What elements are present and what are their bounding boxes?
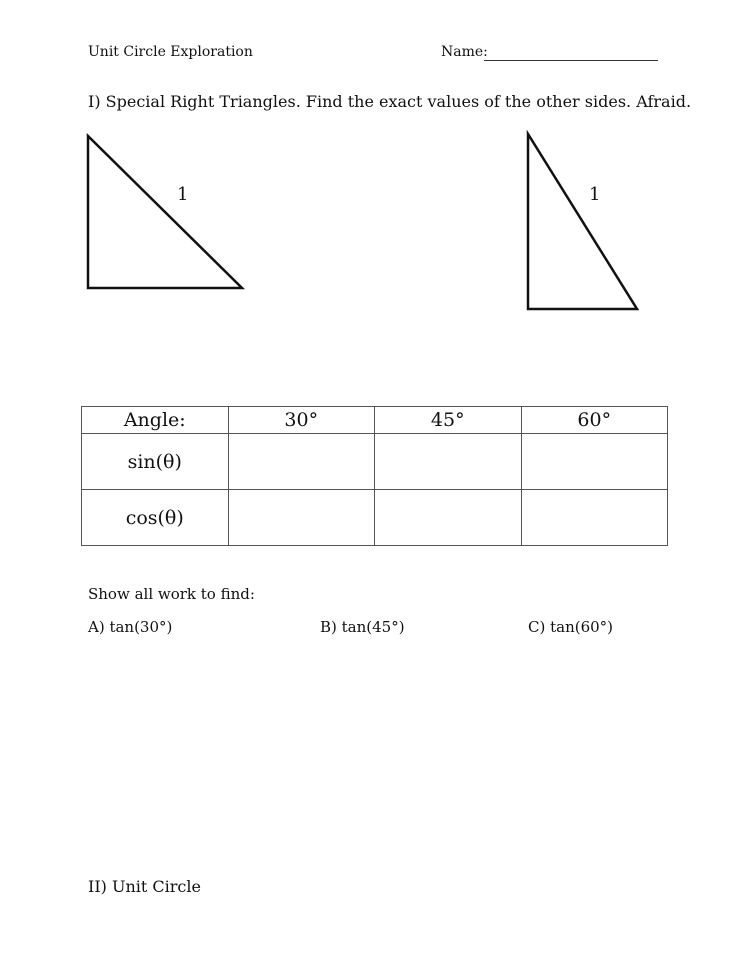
table-row-cos <box>82 490 668 546</box>
triangle-left-hypotenuse-label: 1 <box>177 184 189 205</box>
cell-cos-60[interactable] <box>521 490 668 546</box>
triangle-30-60-90 <box>520 126 650 318</box>
section-1-heading: I) Special Right Triangles. Find the exact values of the other sides. Afraid. <box>88 92 692 111</box>
name-label: Name: <box>441 44 488 60</box>
cell-cos-45[interactable] <box>375 490 522 546</box>
problem-a: A) tan(30°) <box>88 618 173 636</box>
problem-b: B) tan(45°) <box>320 618 405 636</box>
header-60: 60° <box>521 407 668 434</box>
row-label-sin: sin(θ) <box>82 434 229 490</box>
header-45: 45° <box>375 407 522 434</box>
cell-sin-30[interactable] <box>228 434 375 490</box>
work-prompt: Show all work to find: <box>88 585 255 603</box>
problem-c: C) tan(60°) <box>528 618 614 636</box>
table-header-row <box>82 407 668 434</box>
worksheet-title: Unit Circle Exploration <box>88 44 253 60</box>
triangle-45-45-90 <box>80 128 250 298</box>
name-field-line[interactable] <box>484 60 658 61</box>
header-angle: Angle: <box>82 407 229 434</box>
cell-cos-30[interactable] <box>228 490 375 546</box>
table-row-sin <box>82 434 668 490</box>
cell-sin-60[interactable] <box>521 434 668 490</box>
triangle-right-shape <box>528 134 637 309</box>
header-30: 30° <box>228 407 375 434</box>
triangle-left-shape <box>88 136 242 288</box>
section-2-heading: II) Unit Circle <box>88 877 201 896</box>
row-label-cos: cos(θ) <box>82 490 229 546</box>
triangle-right-hypotenuse-label: 1 <box>589 184 601 205</box>
trig-values-table <box>81 406 668 546</box>
cell-sin-45[interactable] <box>375 434 522 490</box>
